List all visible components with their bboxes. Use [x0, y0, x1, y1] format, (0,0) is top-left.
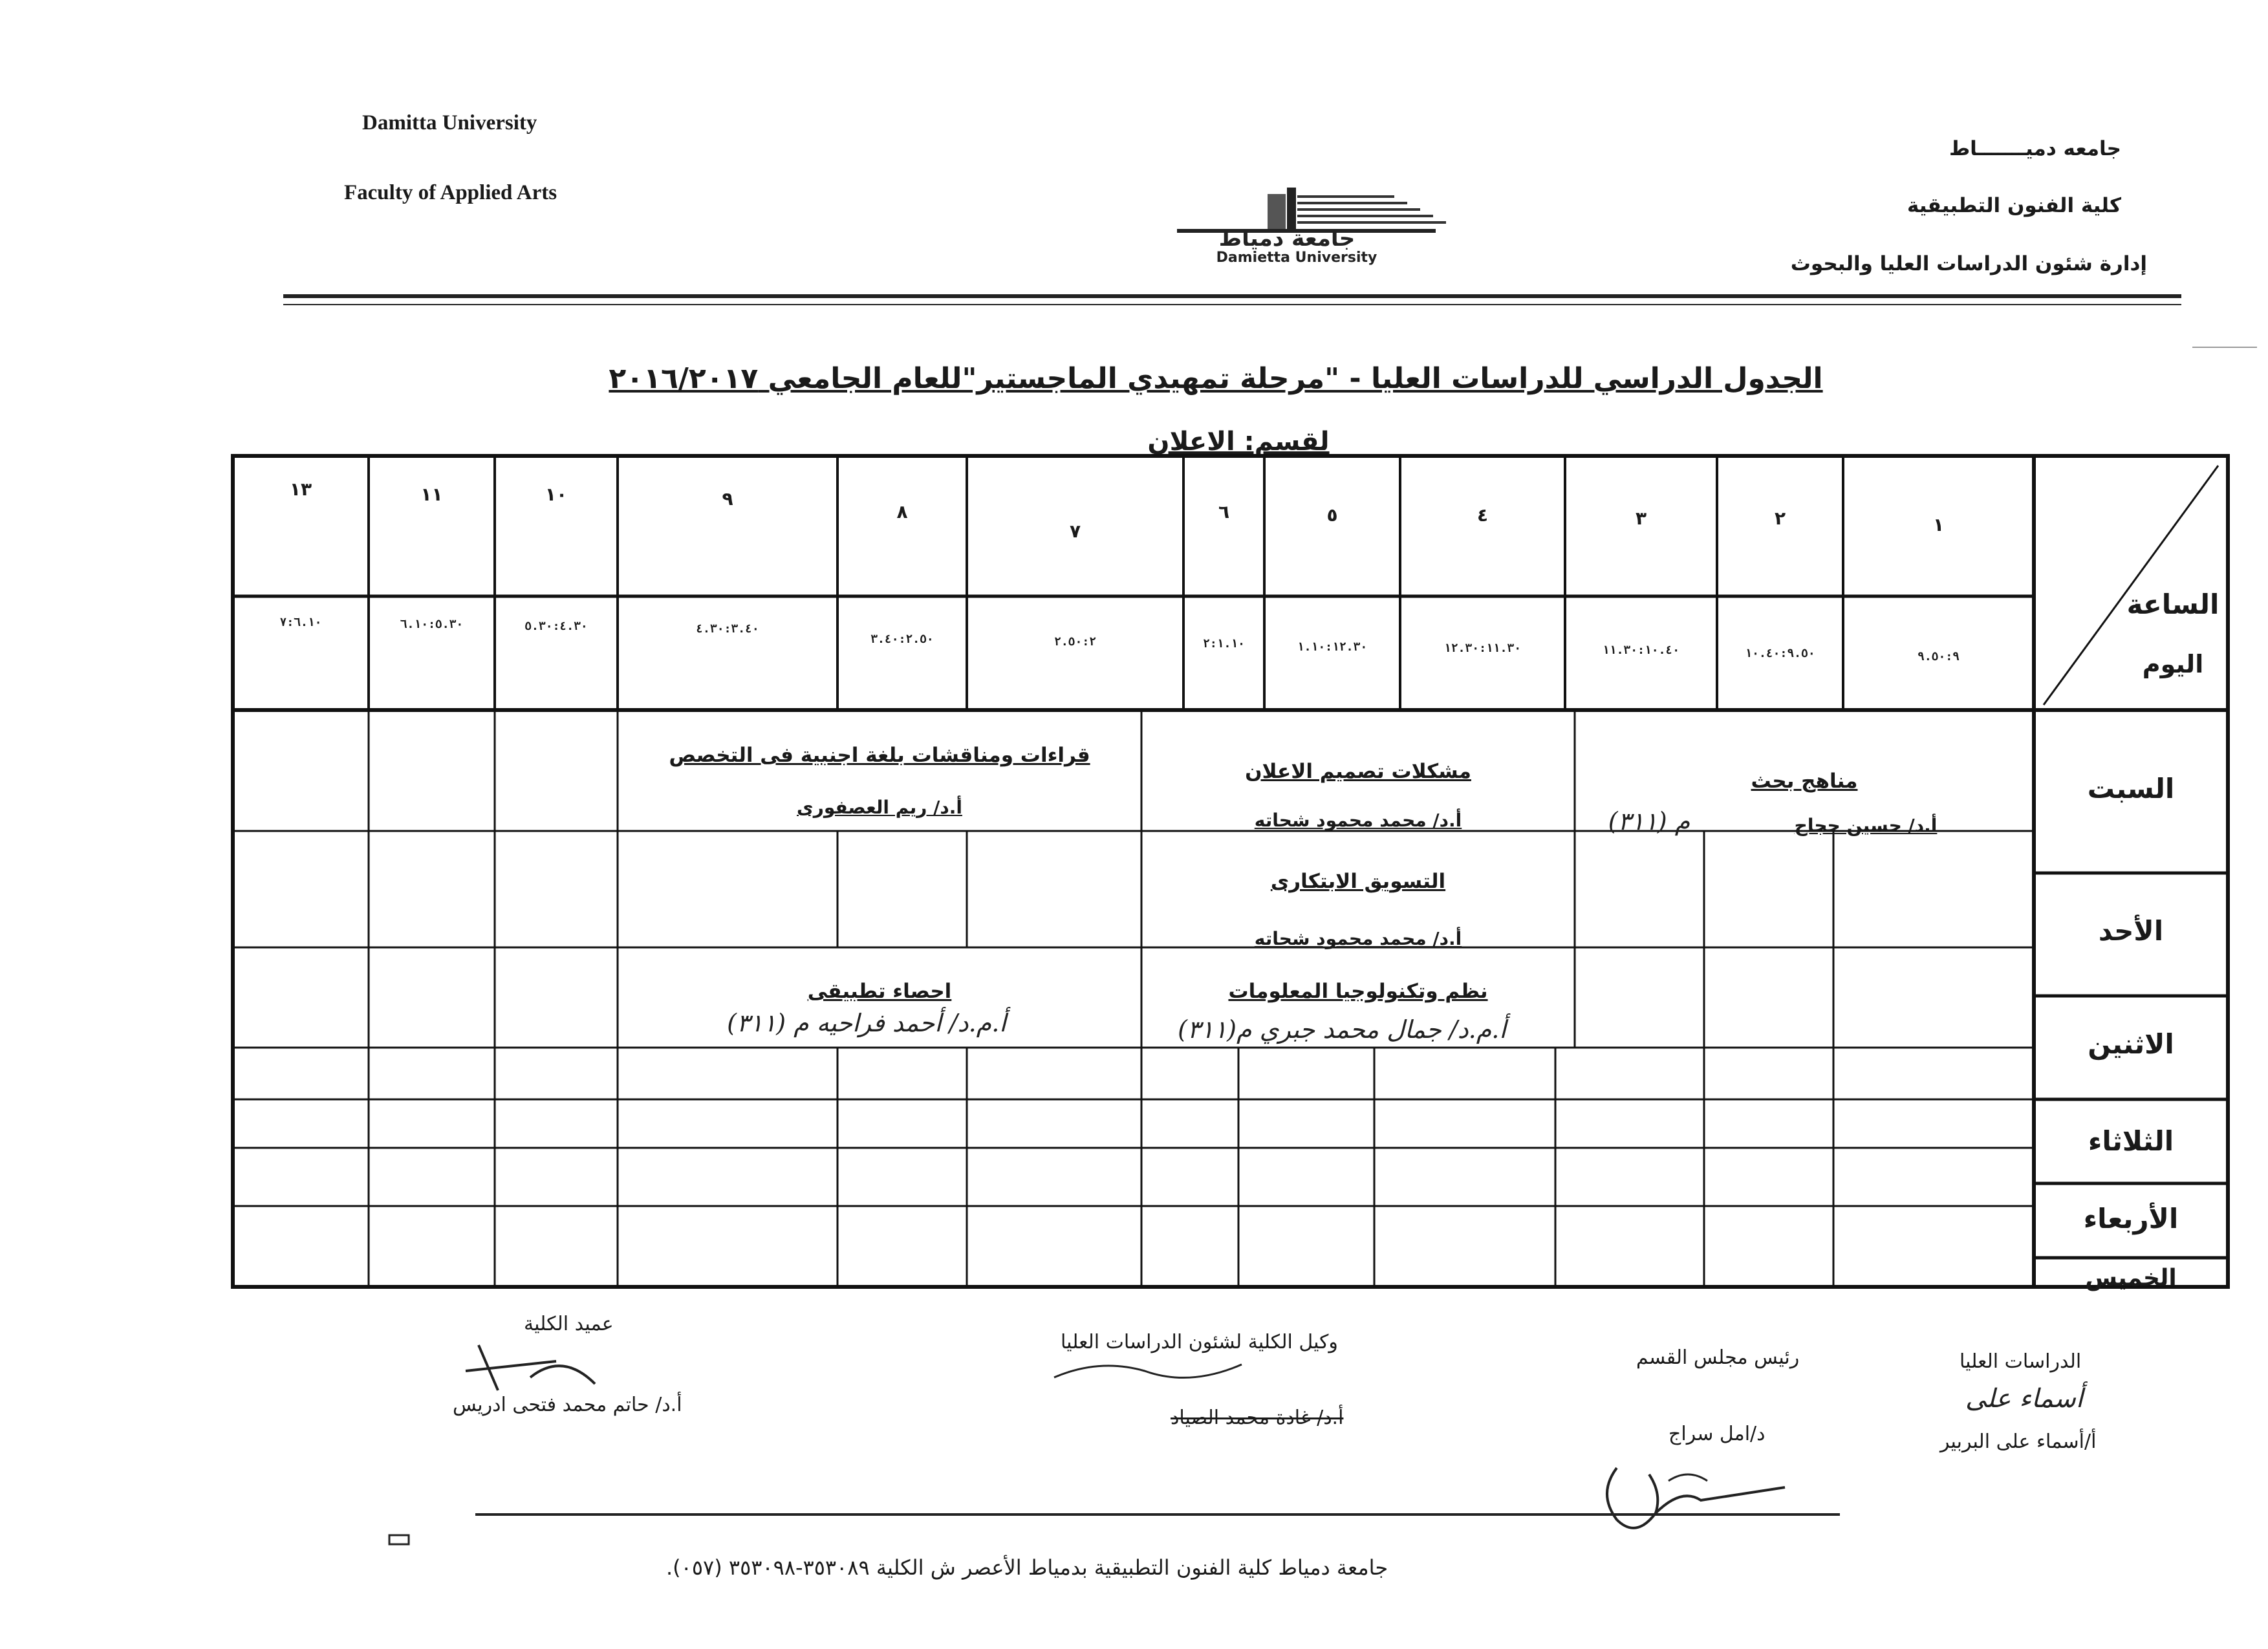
- day-monday: الاثنين: [2088, 1028, 2174, 1060]
- vice-dean-signature: [1048, 1352, 1268, 1397]
- period-3-time: ١١.٣٠:١٠.٤٠: [1602, 643, 1680, 657]
- mon-prof-information-systems: أ.م.د/ جمال محمد جبري م(٣١١): [1178, 1015, 1506, 1044]
- page-title: الجدول الدراسي للدراسات العليا - "مرحلة تمهيدي الماجستير"للعام الجامعي ٢٠١٦/٢٠١٧: [609, 362, 1823, 395]
- faculty-name-ar: كلية الفنون التطبيقية: [1906, 194, 2121, 217]
- grad-studies-handwritten: أسماء على: [1965, 1384, 2083, 1414]
- day-tuesday: الثلاثاء: [2088, 1125, 2174, 1157]
- period-5-number: ٥: [1326, 504, 1338, 526]
- grad-studies-name: أ/أسماء على البربير: [1940, 1430, 2097, 1453]
- university-name-en: Damitta University: [362, 111, 537, 135]
- period-3-number: ٣: [1635, 508, 1647, 529]
- period-4-number: ٤: [1476, 504, 1489, 526]
- period-2-number: ٢: [1774, 508, 1786, 529]
- corner-hour-label: الساعة: [2126, 588, 2219, 620]
- day-thursday: الخميس: [2085, 1265, 2177, 1291]
- period-4-time: ١٢.٣٠:١١.٣٠: [1443, 641, 1522, 655]
- faculty-name-en: Faculty of Applied Arts: [344, 181, 557, 204]
- period-10-number: ١٠: [545, 484, 568, 505]
- period-10-time: ٥.٣٠:٤.٣٠: [524, 620, 588, 633]
- period-9-time: ٤.٣٠:٣.٤٠: [696, 622, 759, 636]
- footer-address: جامعة دمياط كلية الفنون التطبيقية بدمياط الأعصر ش الكلية ٣٥٣٠٨٩-٣٥٣٠٩٨ (٠٥٧).: [666, 1555, 1388, 1580]
- period-11-time: ٦.١٠:٥.٣٠: [400, 618, 464, 631]
- day-saturday: السبت: [2087, 773, 2175, 804]
- logo-english-text: Damietta University: [1216, 250, 1377, 265]
- period-2-time: ١٠.٤٠:٩.٥٠: [1745, 647, 1815, 660]
- period-13-time: ٧:٦.١٠: [279, 616, 322, 629]
- vice-dean-name: أ.د/ غادة محمد الصياد: [1171, 1406, 1344, 1429]
- header-rule-fragment: [2192, 347, 2257, 348]
- period-6-time: ٢:١.١٠: [1202, 637, 1246, 651]
- mon-course-applied-statistics: احصاء تطبيقى: [807, 980, 952, 1003]
- dean-name: أ.د/ حاتم محمد فتحى ادريس: [453, 1394, 682, 1416]
- vice-dean-title: وكيل الكلية لشئون الدراسات العليا: [1061, 1331, 1338, 1353]
- logo-arabic-text: جامعة دمياط: [1218, 226, 1355, 252]
- period-6-number: ٦: [1218, 501, 1230, 523]
- corner-day-label: اليوم: [2142, 650, 2204, 678]
- council-head-title: رئيس مجلس القسم: [1636, 1346, 1800, 1369]
- sat-prof-foreign-readings: أ.د/ ريم العصفورى: [797, 797, 962, 818]
- period-11-number: ١١: [420, 484, 443, 505]
- sat-course-research-methods: مناهج بحث: [1751, 770, 1858, 793]
- sat-course-foreign-readings: قراءات ومناقشات بلغة اجنبية فى التخصص: [669, 744, 1090, 767]
- sat-course-ad-design-problems: مشكلات تصميم الاعلان: [1245, 760, 1471, 783]
- grad-studies-title: الدراسات العليا: [1960, 1350, 2082, 1373]
- period-9-number: ٩: [722, 488, 733, 510]
- staple-mark: [388, 1533, 411, 1547]
- period-7-time: ٢.٥٠:٢: [1053, 635, 1097, 649]
- sat-prof-ad-design-problems: أ.د/ محمد محمود شحاته: [1254, 810, 1462, 831]
- council-head-name: د/امل سراج: [1669, 1423, 1766, 1445]
- period-8-number: ٨: [896, 501, 908, 523]
- sat-prof-research-methods: أ.د/ حسين حجاج: [1794, 815, 1938, 836]
- header-rule-thin: [283, 304, 2181, 305]
- dean-title: عميد الكلية: [524, 1313, 614, 1335]
- university-logo: [1138, 181, 1449, 265]
- period-8-time: ٣.٤٠:٢.٥٠: [870, 632, 934, 646]
- mon-prof-applied-statistics: أ.م.د/ أحمد فراحيه م (٣١١): [727, 1009, 1006, 1037]
- day-sunday: الأحد: [2098, 915, 2164, 947]
- period-1-number: ١: [1932, 514, 1945, 535]
- schedule-table: [230, 453, 2234, 1293]
- council-head-signature: [1591, 1442, 1798, 1546]
- day-wednesday: الأربعاء: [2083, 1203, 2179, 1234]
- sun-course-innovative-marketing: التسويق الابتكارى: [1270, 870, 1446, 893]
- mon-course-information-systems: نظم وتكنولوجيا المعلومات: [1228, 980, 1488, 1003]
- period-1-time: ٩.٥٠:٩: [1917, 650, 1960, 663]
- dean-signature: [453, 1332, 660, 1403]
- footer-rule: [475, 1513, 1840, 1516]
- period-5-time: ١.١٠:١٢.٣٠: [1297, 640, 1368, 654]
- sun-prof-innovative-marketing: أ.د/ محمد محمود شحاته: [1254, 928, 1462, 949]
- header-rule-thick: [283, 294, 2181, 298]
- university-name-ar: جامعه دميـــــــاط: [1949, 137, 2121, 160]
- department-name-ar: إدارة شئون الدراسات العليا والبحوث: [1790, 252, 2147, 275]
- section-title: لقسم: الاعلان: [1147, 427, 1330, 457]
- period-13-number: ١٣: [289, 479, 312, 500]
- period-7-number: ٧: [1069, 521, 1081, 542]
- sat-room-research-methods: م (٣١١): [1608, 807, 1690, 835]
